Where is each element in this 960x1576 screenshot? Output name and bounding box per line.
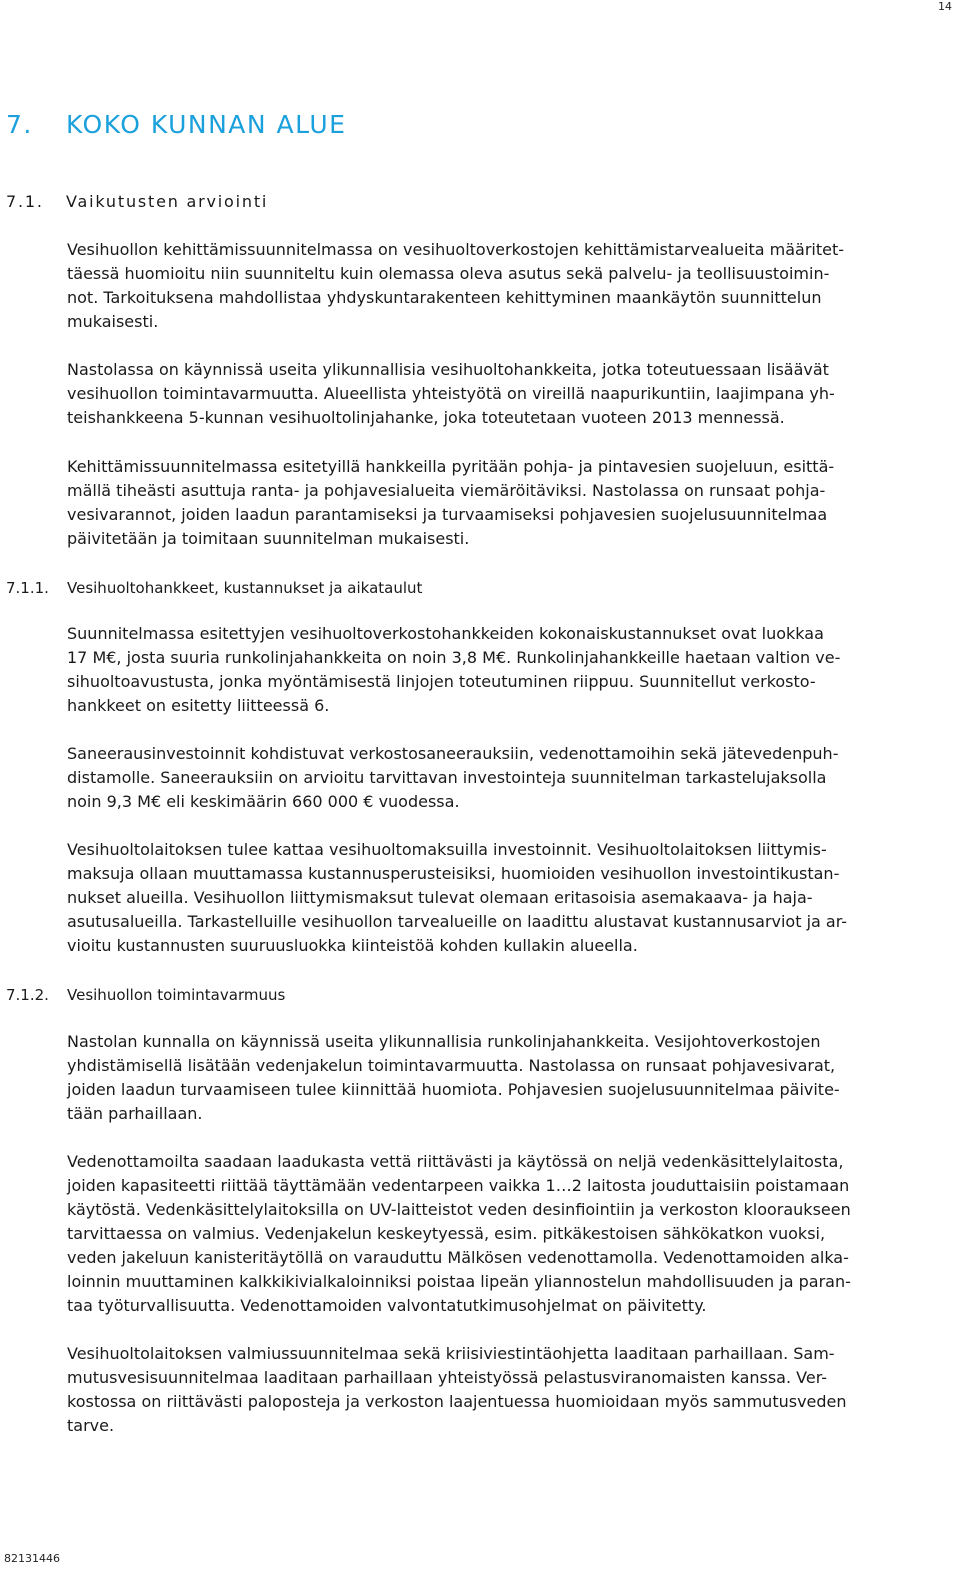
paragraph: Vesihuoltolaitoksen valmiussuunnitelmaa sekä kriisiviestintäohjetta laaditaan parhaillaan. Sam- mutusvesisuunnitelmaa laaditaan parhaillaan yhteistyössä pelastusviranomaisten kanssa. Ver- kostossa on riittävästi paloposteja ja verkoston laajentuessa huomioidaan myös sammutusveden tarve.	[67, 1344, 847, 1435]
section-heading	[6, 192, 268, 211]
chapter-title: KOKO KUNNAN ALUE	[66, 110, 347, 139]
subsection-title: Vesihuoltohankkeet, kustannukset ja aikataulut	[67, 579, 423, 597]
paragraph: Suunnitelmassa esitettyjen vesihuoltoverkostohankkeiden kokonaiskustannukset ovat luokkaa 17 M€, josta suuria runkolinjahankkeita on noin 3,8 M€. Runkolinjahankkeille haetaan valtion ve- sihuoltoavustusta, jonka myöntämisestä linjojen toteutuminen riippuu. Suunnitellut verkosto- hankkeet on esitetty liitteessä 6.	[67, 624, 841, 715]
paragraph: Vedenottamoilta saadaan laadukasta vettä riittävästi ja käytössä on neljä vedenkäsittelylaitosta, joiden kapasiteetti riittää täyttämään vedentarpeen vaikka 1…2 laitosta jouduttaisiin poistamaan käytöstä. Vedenkäsittelylaitoksilla on UV-laitteistot veden desinfiointiin ja verkoston klooraukseen tarvittaessa on valmius. Vedenjakelun keskeytyessä, esim. pitkäkestoisen sähkökatkon vuoksi, veden jakeluun kanisteritäytöllä on varauduttu Mälkösen vedenottamolla. Vedenottamoiden alka- loinnin muuttaminen kalkkikivialkaloinniksi poistaa lipeän yliannostelun mahdollisuuden ja paran- taa työturvallisuutta. Vedenottamoiden valvontatutkimusohjelmat on päivitetty.	[67, 1152, 851, 1315]
page-number: 14	[938, 0, 952, 13]
subsection-title: Vesihuollon toimintavarmuus	[67, 986, 286, 1004]
section-number: 7.1.	[6, 192, 44, 211]
paragraph: Vesihuoltolaitoksen tulee kattaa vesihuoltomaksuilla investoinnit. Vesihuoltolaitoksen liittymis- maksuja ollaan muuttamassa kustannusperusteisiksi, huomioiden vesihuollon investointikustan- nukset alueilla. Vesihuollon liittymismaksut tulevat olemaan eritasoisia asemakaava- ja haja- asutusalueilla. Tarkastelluille vesihuollon tarvealueille on laadittu alustavat kustannusarviot ja ar- vioitu kustannusten suuruusluokka kiinteistöä kohden kullakin alueella.	[67, 840, 848, 955]
subsection-number: 7.1.2.	[6, 986, 49, 1004]
paragraph: Vesihuollon kehittämissuunnitelmassa on vesihuoltoverkostojen kehittämistarvealueita määritet- täessä huomioitu niin suunniteltu kuin olemassa oleva asutus sekä palvelu- ja teollisuustoimin- not. Tarkoituksena mahdollistaa yhdyskuntarakenteen kehittyminen maankäytön suunnittelun mukaisesti.	[67, 240, 845, 331]
subsection-number: 7.1.1.	[6, 579, 49, 597]
section-title: Vaikutusten arviointi	[66, 192, 269, 211]
chapter-heading	[6, 110, 346, 139]
paragraph: Nastolan kunnalla on käynnissä useita ylikunnallisia runkolinjahankkeita. Vesijohtoverkostojen yhdistämisellä lisätään vedenjakelun toimintavarmuutta. Nastolassa on runsaat pohjavesivarat, joiden laadun turvaamiseen tulee kiinnittää huomiota. Pohjavesien suojelusuunnitelmaa päivite- tään parhaillaan.	[67, 1032, 840, 1123]
paragraph: Kehittämissuunnitelmassa esitetyillä hankkeilla pyritään pohja- ja pintavesien suojeluun, esittä- mällä tiheästi asuttuja ranta- ja pohjavesialueita viemäröitäviksi. Nastolassa on runsaat pohja- vesivarannot, joiden laadun parantamiseksi ja turvaamiseksi pohjavesien suojelusuunnitelmaa päivitetään ja toimitaan suunnitelman mukaisesti.	[67, 457, 835, 548]
document-code: 82131446	[4, 1552, 60, 1565]
paragraph: Saneerausinvestoinnit kohdistuvat verkostosaneerauksiin, vedenottamoihin sekä jätevedenpuh- distamolle. Saneerauksiin on arvioitu tarvittavan investointeja suunnitelman tarkastelujaksolla noin 9,3 M€ eli keskimäärin 660 000 € vuodessa.	[67, 744, 839, 811]
subsection-heading	[6, 986, 285, 1004]
subsection-heading	[6, 579, 422, 597]
chapter-number: 7.	[6, 110, 33, 139]
paragraph: Nastolassa on käynnissä useita ylikunnallisia vesihuoltohankkeita, jotka toteutuessaan lisäävät vesihuollon toimintavarmuutta. Alueellista yhteistyötä on vireillä naapurikuntiin, laajimpana yh- teishankkeena 5-kunnan vesihuoltolinjahanke, joka toteutetaan vuoteen 2013 mennessä.	[67, 360, 835, 427]
